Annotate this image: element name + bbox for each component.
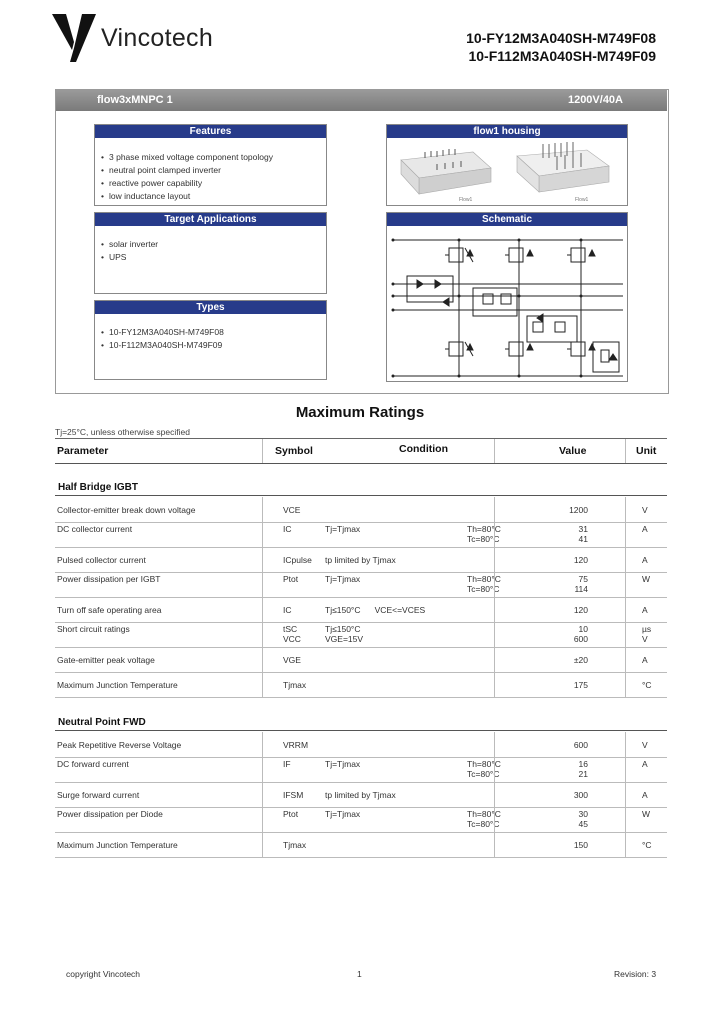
row-rule xyxy=(55,857,667,858)
column-divider xyxy=(625,757,626,782)
condition-cell: Tj≤150°C VGE=15V xyxy=(325,624,364,644)
column-divider xyxy=(625,807,626,832)
column-divider xyxy=(262,439,263,463)
product-rating: 1200V/40A xyxy=(567,94,623,106)
section-rule xyxy=(55,495,667,496)
column-divider xyxy=(625,572,626,597)
list-item: • neutral point clamped inverter xyxy=(101,165,326,175)
column-divider xyxy=(262,757,263,782)
column-divider xyxy=(494,757,495,782)
unit-cell: A xyxy=(642,605,648,615)
column-divider xyxy=(262,782,263,807)
column-divider xyxy=(625,522,626,547)
table-row xyxy=(55,732,667,757)
list-item: • 10-F112M3A040SH-M749F09 xyxy=(101,340,326,350)
column-divider xyxy=(494,547,495,572)
column-divider xyxy=(494,572,495,597)
column-divider xyxy=(262,572,263,597)
parameter-cell: Pulsed collector current xyxy=(57,555,146,565)
column-divider xyxy=(625,622,626,647)
housing-label: Flow1 xyxy=(575,197,589,203)
value-cell: 120 xyxy=(573,605,588,615)
table-row xyxy=(55,522,667,547)
unit-cell: °C xyxy=(642,680,652,690)
column-divider xyxy=(262,522,263,547)
parameter-cell: Turn off safe operating area xyxy=(57,605,162,615)
footer-copyright: copyright Vincotech xyxy=(66,969,141,979)
list-item: • reactive power capability xyxy=(101,178,326,188)
value-cell: 30 45 xyxy=(578,809,588,829)
table-row xyxy=(55,622,667,647)
unit-cell: A xyxy=(642,790,648,800)
column-divider xyxy=(625,497,626,522)
table-row xyxy=(55,757,667,782)
symbol-cell: VRRM xyxy=(283,740,309,750)
row-rule xyxy=(55,697,667,698)
column-divider xyxy=(494,647,495,672)
types-title: Types xyxy=(95,301,326,314)
symbol-cell: Tjmax xyxy=(283,840,307,850)
part-number-1: 10-FY12M3A040SH-M749F08 xyxy=(466,30,656,46)
symbol-cell: IF xyxy=(283,759,291,769)
list-item: • UPS xyxy=(101,252,326,262)
ratings-note: Tj=25°C, unless otherwise specified xyxy=(55,427,190,437)
table-row xyxy=(55,497,667,522)
section-title: Neutral Point FWD xyxy=(58,717,146,728)
table-row xyxy=(55,782,667,807)
column-divider xyxy=(262,832,263,857)
unit-cell: A xyxy=(642,655,648,665)
schematic-title: Schematic xyxy=(387,213,627,226)
unit-cell: A xyxy=(642,524,648,534)
parameter-cell: Maximum Junction Temperature xyxy=(57,840,178,850)
parameter-cell: Power dissipation per Diode xyxy=(57,809,163,819)
condition-temp-cell: Th=80°C Tc=80°C xyxy=(467,524,501,544)
value-cell: ±20 xyxy=(573,655,588,665)
header-symbol: Symbol xyxy=(275,445,313,457)
value-cell: 31 41 xyxy=(578,524,588,544)
table-row xyxy=(55,597,667,622)
footer-revision: Revision: 3 xyxy=(614,969,657,979)
features-box xyxy=(94,124,327,206)
column-divider xyxy=(262,622,263,647)
header-parameter: Parameter xyxy=(57,445,109,457)
section-title: Half Bridge IGBT xyxy=(58,482,139,493)
part-number-2: 10-F112M3A040SH-M749F09 xyxy=(468,48,656,64)
condition-cell: Tj=Tjmax xyxy=(325,809,361,819)
product-family: flow3xMNPC 1 xyxy=(97,94,173,106)
header-unit: Unit xyxy=(636,445,657,457)
header-condition: Condition xyxy=(399,443,448,455)
module-photo-image xyxy=(387,138,627,204)
parameter-cell: Gate-emitter peak voltage xyxy=(57,655,155,665)
value-cell: 75 114 xyxy=(574,574,588,594)
parameter-cell: Maximum Junction Temperature xyxy=(57,680,178,690)
value-cell: 1200 xyxy=(569,505,588,515)
parameter-cell: DC forward current xyxy=(57,759,129,769)
column-divider xyxy=(262,647,263,672)
unit-cell: µs V xyxy=(642,624,652,644)
column-divider xyxy=(494,497,495,522)
column-divider xyxy=(494,732,495,757)
value-cell: 120 xyxy=(573,555,588,565)
parameter-cell: Short circuit ratings xyxy=(57,624,130,634)
unit-cell: A xyxy=(642,555,648,565)
column-divider xyxy=(494,522,495,547)
condition-cell: tp limited by Tjmax xyxy=(325,790,396,800)
symbol-cell: IC xyxy=(283,524,292,534)
target-applications-title: Target Applications xyxy=(95,213,326,226)
features-title: Features xyxy=(95,125,326,138)
section-rule xyxy=(55,730,667,731)
header-rule xyxy=(55,463,667,464)
column-divider xyxy=(494,622,495,647)
footer-page-number: 1 xyxy=(357,969,362,979)
unit-cell: V xyxy=(642,740,648,750)
column-divider xyxy=(494,597,495,622)
features-list xyxy=(101,152,326,201)
column-divider xyxy=(262,732,263,757)
column-divider xyxy=(625,782,626,807)
column-divider xyxy=(262,547,263,572)
maximum-ratings-title: Maximum Ratings xyxy=(295,404,425,421)
brand-name: Vincotech xyxy=(101,24,214,52)
housing-box xyxy=(386,124,628,206)
unit-cell: V xyxy=(642,505,648,515)
value-cell: 150 xyxy=(573,840,588,850)
condition-cell: Tj≤150°C VCE<=VCES xyxy=(325,605,426,615)
symbol-cell: Tjmax xyxy=(283,680,307,690)
symbol-cell: VCE xyxy=(283,505,301,515)
symbol-cell: IC xyxy=(283,605,292,615)
header-value: Value xyxy=(559,445,587,457)
parameter-cell: Collector-emitter break down voltage xyxy=(57,505,196,515)
housing-label: Flow1 xyxy=(459,197,473,203)
types-box xyxy=(94,300,327,380)
parameter-cell: DC collector current xyxy=(57,524,133,534)
condition-cell: Tj=Tjmax xyxy=(325,524,361,534)
table-row xyxy=(55,547,667,572)
condition-cell: Tj=Tjmax xyxy=(325,574,361,584)
symbol-cell: IFSM xyxy=(283,790,304,800)
symbol-cell: Ptot xyxy=(283,574,299,584)
list-item: • 10-FY12M3A040SH-M749F08 xyxy=(101,327,326,337)
symbol-cell: VGE xyxy=(283,655,301,665)
parameter-cell: Peak Repetitive Reverse Voltage xyxy=(57,740,182,750)
column-divider xyxy=(625,732,626,757)
value-cell: 300 xyxy=(573,790,588,800)
target-applications-list xyxy=(101,239,326,262)
product-title-bar xyxy=(56,90,667,111)
value-cell: 175 xyxy=(573,680,588,690)
value-cell: 600 xyxy=(573,740,588,750)
unit-cell: A xyxy=(642,759,648,769)
list-item: • 3 phase mixed voltage component topology xyxy=(101,152,326,162)
column-divider xyxy=(494,672,495,697)
table-header-row xyxy=(55,439,667,463)
column-divider xyxy=(625,547,626,572)
value-cell: 16 21 xyxy=(578,759,588,779)
table-row xyxy=(55,672,667,697)
unit-cell: W xyxy=(642,574,651,584)
table-row xyxy=(55,647,667,672)
schematic-box xyxy=(386,212,628,382)
table-row xyxy=(55,832,667,857)
symbol-cell: ICpulse xyxy=(283,555,312,565)
column-divider xyxy=(494,832,495,857)
parameter-cell: Surge forward current xyxy=(57,790,140,800)
column-divider xyxy=(625,647,626,672)
symbol-cell: tSC VCC xyxy=(283,624,301,644)
parameter-cell: Power dissipation per IGBT xyxy=(57,574,161,584)
list-item: • low inductance layout xyxy=(101,191,326,201)
vincotech-logo-icon xyxy=(52,14,96,62)
condition-cell: Tj=Tjmax xyxy=(325,759,361,769)
condition-temp-cell: Th=80°C Tc=80°C xyxy=(467,809,501,829)
column-divider xyxy=(625,832,626,857)
column-divider xyxy=(625,672,626,697)
column-divider xyxy=(262,597,263,622)
condition-temp-cell: Th=80°C Tc=80°C xyxy=(467,574,501,594)
column-divider xyxy=(494,782,495,807)
column-divider xyxy=(494,807,495,832)
condition-cell: tp limited by Tjmax xyxy=(325,555,396,565)
column-divider xyxy=(262,807,263,832)
housing-title: flow1 housing xyxy=(387,125,627,138)
column-divider xyxy=(625,439,626,463)
table-row xyxy=(55,807,667,832)
condition-temp-cell: Th=80°C Tc=80°C xyxy=(467,759,501,779)
column-divider xyxy=(262,497,263,522)
column-divider xyxy=(262,672,263,697)
circuit-schematic-diagram xyxy=(387,226,627,380)
symbol-cell: Ptot xyxy=(283,809,299,819)
value-cell: 10 600 xyxy=(573,624,588,644)
table-row xyxy=(55,572,667,597)
column-divider xyxy=(625,597,626,622)
list-item: • solar inverter xyxy=(101,239,326,249)
target-applications-box xyxy=(94,212,327,294)
column-divider xyxy=(494,439,495,463)
unit-cell: W xyxy=(642,809,651,819)
types-list xyxy=(101,327,326,350)
unit-cell: °C xyxy=(642,840,652,850)
